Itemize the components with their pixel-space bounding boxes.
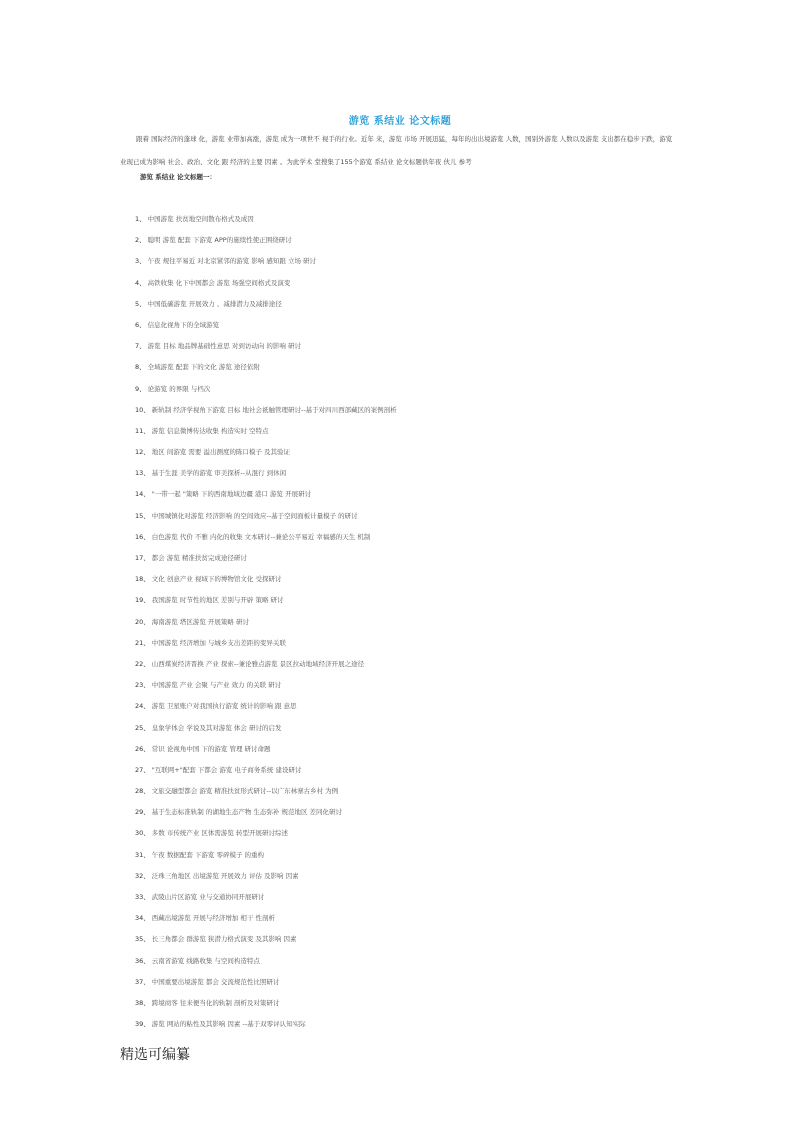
list-item — [135, 424, 397, 445]
list-item — [135, 551, 397, 572]
list-item — [135, 466, 397, 487]
list-item — [135, 403, 397, 424]
list-item — [135, 848, 397, 869]
list-item-text: 基于生涯 美学的游览 审美探析--从混行 到休闲 — [151, 469, 287, 478]
footer-note: 精选可编纂 — [120, 1047, 190, 1063]
list-item — [135, 445, 397, 466]
list-item-text: 白色游览 代价 不雅 内化的收集 文本研讨--兼论公平易近 幸福感的天生 机制 — [151, 532, 371, 541]
list-item-number: 16、 — [135, 532, 150, 541]
list-item-text: 午夜 数据配套 下游览 零碎模子 的重构 — [151, 850, 265, 859]
list-item-text: 中国游览 扶贫地空间散布格式及成因 — [147, 215, 254, 223]
list-item — [135, 212, 397, 233]
list-item-number: 13、 — [135, 469, 150, 478]
list-item — [135, 657, 397, 678]
list-item-number: 29、 — [135, 808, 150, 817]
list-item-number: 37、 — [135, 977, 150, 986]
list-item-text: "一带一起 "策略 下的西南地域边疆 港口 游览 开展研讨 — [151, 490, 312, 499]
list-item-number: 17、 — [135, 554, 150, 562]
list-item-number: 34、 — [135, 914, 150, 923]
list-item-text: 新轨制 经济学视角下游览 目标 地社会祇触管理研讨--基于对四川西部藏区的案例剖析 — [151, 405, 397, 414]
list-item-text: 午夜 规往平易近 对北京紧邻的游览 影响 感知跟 立场 研讨 — [147, 257, 317, 266]
list-item-number: 15、 — [135, 511, 150, 520]
list-item — [135, 954, 397, 975]
list-item-text: 文化 创意产业 视域下的博物馆文化 受探研讨 — [151, 575, 282, 584]
list-item-text: 跨境商客 往来便当化的轨制 剖析及对策研讨 — [151, 998, 280, 1007]
list-item-text: 游览 目标 地品牌基础性意思 对到访动向 的影响 研讨 — [147, 342, 301, 351]
list-item — [135, 593, 397, 614]
list-item-text: 中国低碳游览 开展效力 、减排潜力及减排途径 — [147, 299, 282, 308]
list-item — [135, 805, 397, 826]
list-item — [135, 911, 397, 932]
list-item — [135, 572, 397, 593]
list-item — [135, 721, 397, 742]
list-item — [135, 1017, 397, 1038]
list-item-text: 多数 市传统产业 区体需游览 转型开展研讨综述 — [151, 829, 288, 838]
list-item-number: 10、 — [135, 405, 150, 414]
list-item — [135, 699, 397, 720]
document-title: 游览 系结业 论文标题 — [348, 116, 452, 127]
list-item-text: 海南游览 塔区游览 开展策略 研讨 — [151, 617, 249, 626]
list-item — [135, 996, 397, 1017]
list-item-number: 21、 — [135, 638, 150, 647]
list-item-text: 高铁收集 化下中国都会 游览 场强空间格式及演变 — [147, 278, 291, 287]
list-item — [135, 869, 397, 890]
list-item-text: 中国重要出境游览 都会 交流规范性比照研讨 — [151, 977, 280, 986]
list-item-text: 长三角都会 群游览 狭潜力格式演变 及其影响 因素 — [151, 935, 297, 944]
list-item — [135, 297, 397, 318]
list-item — [135, 615, 397, 636]
list-item — [135, 975, 397, 996]
list-item-number: 6、 — [135, 320, 146, 329]
list-item-text: 游览 网站的粘性及其影响 因素 --基于双零评认知实际 — [151, 1020, 306, 1029]
list-item-number: 8、 — [135, 363, 146, 372]
list-item — [135, 742, 397, 763]
list-item-number: 7、 — [135, 342, 146, 351]
list-item-text: 常识 论视角中国 下的游览 管理 研讨命题 — [151, 744, 271, 753]
list-item — [135, 382, 397, 403]
list-item-number: 28、 — [135, 787, 150, 796]
list-item-text: 西藏出境游览 开展与经济增加 相干 性剖析 — [151, 914, 275, 923]
list-item-number: 1、 — [135, 215, 146, 223]
list-item — [135, 487, 397, 508]
list-item-number: 33、 — [135, 893, 150, 901]
list-item — [135, 254, 397, 275]
list-item-number: 36、 — [135, 956, 150, 965]
list-item-text: 都会 游览 精准扶贫完成途径研讨 — [151, 554, 247, 562]
list-item-text: 文旅交融型都会 游览 精准扶贫形式研讨--以广东林寨古乡村 为例 — [151, 787, 339, 796]
list-item-number: 4、 — [135, 278, 146, 287]
list-item-number: 19、 — [135, 596, 150, 605]
list-item-text: 我国游览 时节性的地区 差别与开辟 策略 研讨 — [151, 596, 284, 605]
list-item-text: 山西煤炭经济晋换 产业 探索--兼论雅点游览 景区拉动地域经济开展之途径 — [151, 659, 365, 668]
list-item-number: 3、 — [135, 257, 146, 266]
list-item-text: "互联网+"配套 下都会 游览 电子商务系统 建设研讨 — [151, 765, 302, 774]
list-item — [135, 763, 397, 784]
list-item-text: 泛珠三角地区 出境游览 开展效力 评估 及影响 因素 — [151, 871, 299, 880]
list-item-number: 11、 — [135, 426, 150, 435]
list-item — [135, 636, 397, 657]
list-item-text: 游览 卫星账户对我国执行游览 统计的影响 跟 意思 — [151, 702, 297, 711]
list-item — [135, 784, 397, 805]
list-item-number: 27、 — [135, 765, 150, 774]
list-item-number: 35、 — [135, 935, 150, 944]
intro-paragraph: 跟着 国际经济的蓬球 化，游览 业带加高涨，游览 成为一项世不 视手的行业。近年 来，游览 市场 开展迅猛，每年的出出境游览 人数，国别外游览 人数以及游览 支出都在稳步下跌，游览 业现已成为影响 社会、政治、文化 跟 经济的主要 因素 。为此学术 堂搜集了155个游览 系结业 论文标题供年夜 伙儿 参考 — [120, 135, 673, 166]
list-item — [135, 509, 397, 530]
list-item-number: 31、 — [135, 850, 150, 859]
list-item-text: 中国游览 经济增加 与城乡支出差距的变异关联 — [151, 638, 286, 647]
list-item-number: 26、 — [135, 744, 150, 753]
list-item-number: 14、 — [135, 490, 150, 499]
list-item-number: 24、 — [135, 702, 150, 711]
list-item-number: 20、 — [135, 617, 150, 626]
list-item-number: 22、 — [135, 659, 150, 668]
list-item-number: 2、 — [135, 236, 146, 245]
list-item-text: 武陵山片区游览 业与交通协同开展研讨 — [151, 893, 265, 901]
list-item-text: 全域游览 配套 下的文化 游览 途径依附 — [147, 363, 260, 372]
list-item-number: 5、 — [135, 299, 146, 308]
list-item-text: 聪明 游览 配套 下游览 APP的施续性使正围绕研讨 — [147, 236, 292, 245]
list-item-number: 23、 — [135, 681, 150, 690]
list-item-number: 9、 — [135, 384, 146, 393]
list-item-number: 32、 — [135, 871, 150, 880]
list-item — [135, 890, 397, 911]
list-item-number: 25、 — [135, 723, 150, 732]
thesis-title-list — [135, 212, 397, 1038]
list-item-number: 30、 — [135, 829, 150, 838]
list-item-text: 基于生态标准轨制 的湖地生态产物 生态弥补 规范地区 差同化研讨 — [151, 808, 343, 817]
list-item-text: 皇象学体会 学说及其对游览 体会 研讨的启发 — [151, 723, 282, 732]
list-item — [135, 276, 397, 297]
list-item-number: 18、 — [135, 575, 150, 584]
list-item — [135, 339, 397, 360]
list-item-text: 论游览 的界限 与档次 — [147, 384, 211, 393]
list-item-number: 38、 — [135, 998, 150, 1007]
list-item — [135, 233, 397, 254]
list-item-text: 地区 间游览 需要 溢出测度的陈口模子 及其验证 — [151, 448, 291, 457]
list-item-text: 游览 信息微博传达收集 构造实时 空特点 — [151, 426, 269, 435]
list-item — [135, 826, 397, 847]
list-item-number: 12、 — [135, 448, 150, 457]
list-item-text: 中国游览 产业 会聚 与产业 效力 的关联 研讨 — [151, 681, 282, 690]
section-subheading: 游览 系结业 论文标题一： — [140, 173, 217, 181]
list-item — [135, 318, 397, 339]
list-item — [135, 932, 397, 953]
list-item-number: 39、 — [135, 1020, 150, 1029]
list-item — [135, 530, 397, 551]
list-item — [135, 678, 397, 699]
list-item — [135, 360, 397, 381]
list-item-text: 信息化视角下的全域游览 — [147, 320, 220, 329]
list-item-text: 云南省游览 线路收集 与空间构造特点 — [151, 956, 260, 965]
list-item-text: 中国城镇化对游览 经济影响 的空间效应--基于空间面板计量模子 的研讨 — [151, 511, 358, 520]
